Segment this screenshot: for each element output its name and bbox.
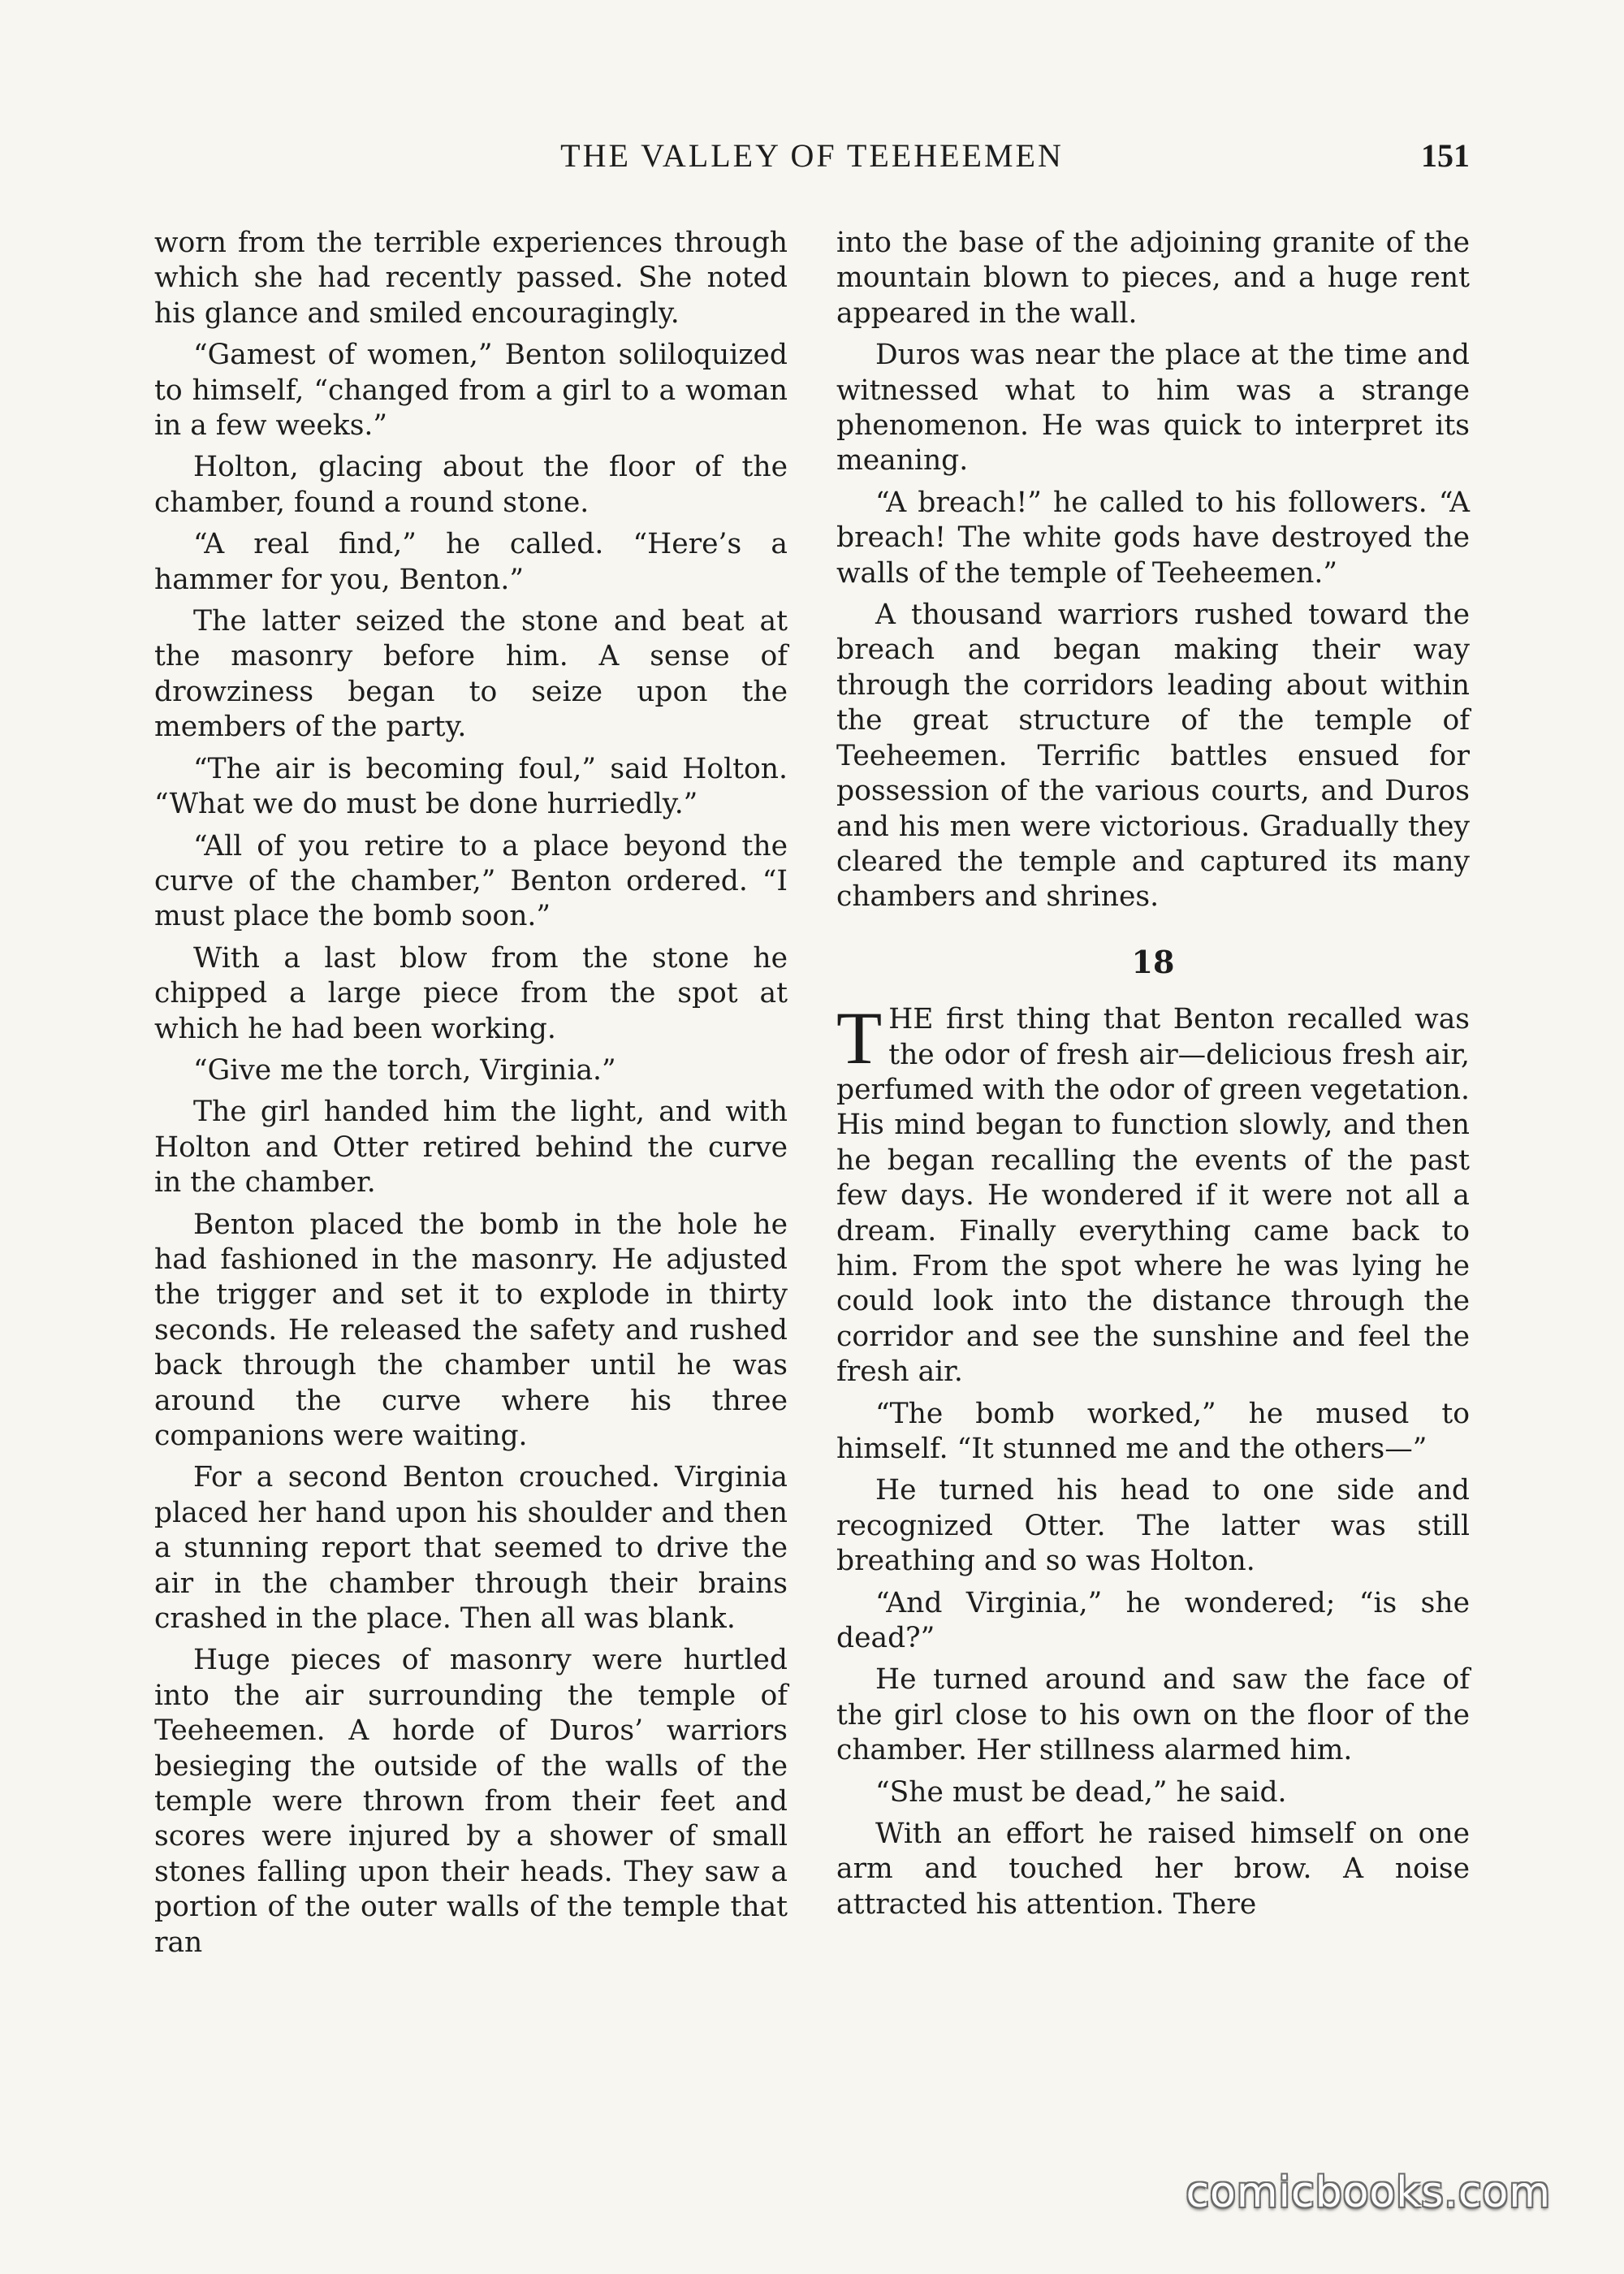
paragraph: into the base of the adjoining granite of the mountain blown to pieces, and a huge rent appeared in the wall. bbox=[836, 227, 1470, 330]
paragraph: He turned around and saw the face of the girl close to his own on the floor of the chamber. Her stillness alarmed him. bbox=[836, 1663, 1470, 1767]
paragraph: “She must be dead,” he said. bbox=[875, 1775, 1287, 1809]
paragraph: “The air is becoming foul,” said Holton. “What we do must be done hurriedly.” bbox=[154, 752, 788, 821]
paragraph: Benton placed the bomb in the hole he had fashioned in the masonry. He adjusted the trigger and set it to explode in thirty seconds. He released the safety and rushed back through the chamber until he was around the curve where his three companions were waiting. bbox=[154, 1208, 788, 1452]
drop-cap: T bbox=[836, 996, 883, 1080]
paragraph: worn from the terrible experiences through which she had recently passed. She noted his glance and smiled encouragingly. bbox=[154, 227, 788, 330]
paragraph: “A breach!” he called to his followers. “A breach! The white gods have destroyed the walls of the temple of Teeheemen.” bbox=[836, 486, 1470, 590]
paragraph: With an effort he raised himself on one arm and touched her brow. A noise attracted his attention. There bbox=[836, 1818, 1470, 1921]
opening-text: HE first thing that Benton recalled was the odor of fresh air—delicious fresh air, perfumed with the odor of green vegetation. His mind began to function slowly, and then he began recalling the events of the past few days. He wondered if it were not all a dream. Finally everything came back to him. From the spot where he was lying he could look into the distance through the corridor and see the sunshine and feel the fresh air. bbox=[836, 1003, 1470, 1389]
chapter-opening-paragraph bbox=[836, 996, 1470, 1390]
paragraph: “Gamest of women,” Benton soliloquized to himself, “changed from a girl to a woman in a few weeks.” bbox=[154, 339, 788, 443]
paragraph: He turned his head to one side and recognized Otter. The latter was still breathing and so was Holton. bbox=[836, 1474, 1470, 1578]
paragraph: Duros was near the place at the time and witnessed what to him was a strange phenomenon. He was quick to interpret its meaning. bbox=[836, 339, 1470, 478]
paragraph: “Give me the torch, Virginia.” bbox=[193, 1053, 616, 1087]
watermark-logo: comicbooks.com bbox=[1186, 2168, 1551, 2217]
paragraph: “And Virginia,” he wondered; “is she dead?” bbox=[836, 1586, 1470, 1655]
page-header bbox=[154, 136, 1470, 185]
paragraph: The latter seized the stone and beat at the masonry before him. A sense of drowziness began to seize upon the members of the party. bbox=[154, 605, 788, 744]
paragraph: “The bomb worked,” he mused to himself. “It stunned me and the others—” bbox=[836, 1397, 1470, 1465]
paragraph: “All of you retire to a place beyond the curve of the chamber,” Benton ordered. “I must place the bomb soon.” bbox=[154, 829, 788, 933]
left-column bbox=[154, 226, 788, 1967]
section-number: 18 bbox=[1131, 943, 1175, 980]
right-column bbox=[836, 226, 1470, 1929]
paragraph: The girl handed him the light, and with Holton and Otter retired behind the curve in the chamber. bbox=[154, 1096, 788, 1200]
paragraph: A thousand warriors rushed toward the breach and began making their way through the corridors leading about within the great structure of the temple of Teeheemen. Terrific battles ensued for possession of the various courts, and Duros and his men were victorious. Gradually they cleared the temple and captured its many chambers and shrines. bbox=[836, 599, 1470, 914]
page-number: 151 bbox=[1421, 137, 1470, 174]
running-title: THE VALLEY OF TEEHEEMEN bbox=[560, 137, 1064, 174]
paragraph: “A real find,” he called. “Here’s a hammer for you, Benton.” bbox=[154, 528, 788, 596]
paragraph: Holton, glacing about the floor of the chamber, found a round stone. bbox=[154, 451, 788, 519]
paragraph: Huge pieces of masonry were hurtled into the air surrounding the temple of Teeheemen. A horde of Duros’ warriors besieging the outside of the walls of the temple were thrown from their feet and scores were injured by a shower of small stones falling upon their heads. They saw a portion of the outer walls of the temple that ran bbox=[154, 1644, 788, 1959]
paragraph: With a last blow from the stone he chipped a large piece from the spot at which he had been working. bbox=[154, 941, 788, 1045]
paragraph: For a second Benton crouched. Virginia placed her hand upon his shoulder and then a stunning report that seemed to drive the air in the chamber through their brains crashed in the place. Then all was blank. bbox=[154, 1461, 788, 1636]
